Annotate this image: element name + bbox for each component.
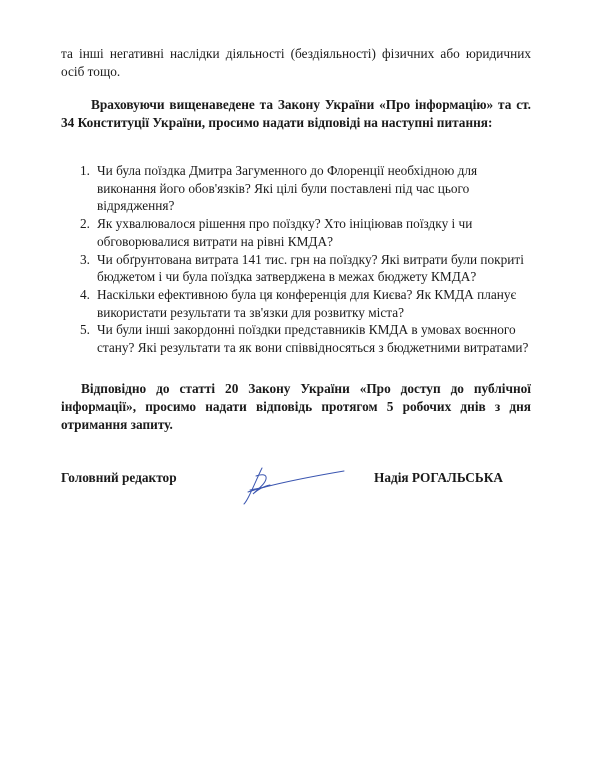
intro-line-1: та інші негативні наслідки діяльності (бездіяльності) фізичних або юридичних: [61, 46, 531, 61]
question-text: Наскільки ефективною була ця конференція для Києва? Як КМДА планує використати результати та зв'язки для розвитку міста?: [97, 286, 517, 320]
question-number: 4.: [80, 286, 90, 302]
question-item: [61, 162, 531, 215]
question-text: Чи були інші закордонні поїздки представників КМДА в умовах воєнного стану? Які результати та як вони співвідносяться з бюджетними витратами?: [97, 322, 529, 356]
question-item: [61, 215, 531, 250]
signoff-role: Головний редактор: [61, 470, 177, 485]
question-item: [61, 251, 531, 286]
closing-paragraph: Відповідно до статті 20 Закону України «Про доступ до публічної інформації», просимо надати відповідь протягом 5 робочих днів з дня отримання запиту.: [61, 381, 531, 432]
intro-line-2: осіб тощо.: [61, 64, 121, 79]
question-number: 5.: [80, 322, 90, 338]
question-number: 1.: [80, 163, 90, 178]
signature-image: [236, 462, 348, 508]
signoff-name: Надія РОГАЛЬСЬКА: [374, 470, 503, 485]
question-text: Як ухвалювалося рішення про поїздку? Хто ініціював поїздку і чи обговорювалися витрати на рівні КМДА?: [97, 216, 473, 249]
question-number: 2.: [80, 216, 90, 232]
question-text: Чи обґрунтована витрата 141 тис. грн на поїздку? Які витрати були покриті бюджетом і чи була поїздка затверджена в межах бюджету КМДА?: [97, 251, 524, 285]
request-paragraph: Враховуючи вищенаведене та Закону України «Про інформацію» та ст. 34 Конституції України, просимо надати відповіді на наступні питання:: [61, 97, 531, 130]
question-item: [61, 286, 531, 321]
questions-list: [61, 162, 531, 357]
question-item: [61, 321, 531, 356]
question-number: 3.: [80, 251, 90, 267]
intro-continuation: [61, 45, 531, 81]
question-text: Чи була поїздка Дмитра Загуменного до Флоренції необхідною для виконання його обов'язків? Які цілі були поставлені під час цього відрядження?: [97, 163, 478, 214]
